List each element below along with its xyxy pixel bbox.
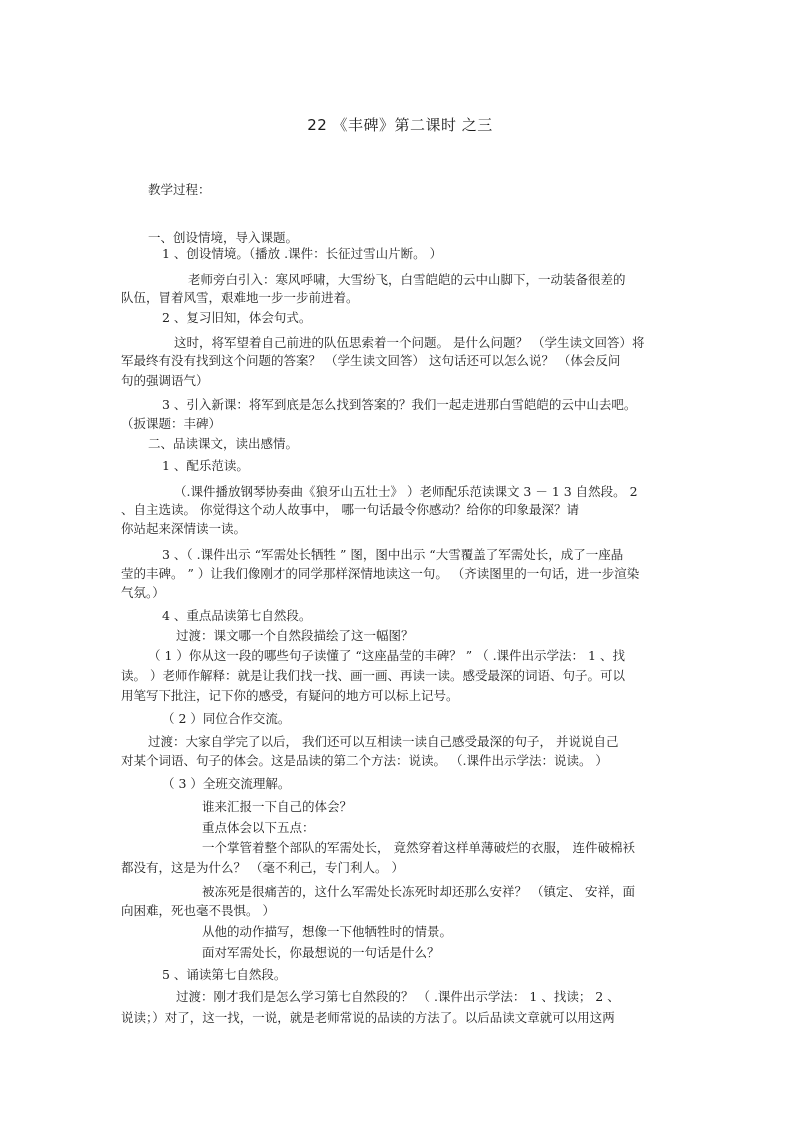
text-line: 谁来汇报一下自己的体会？ — [202, 799, 353, 814]
text-line: 过渡：课文哪一个自然段描绘了这一幅图？ — [176, 628, 414, 643]
text-line: 你站起来深情读一读。 — [121, 521, 247, 536]
text-line: 一个掌管着整个部队的军需处长， 竟然穿着这样单薄破烂的衣服， 连件破棉袄 — [202, 840, 635, 855]
text-line: 一、创设情境，导入课题。 — [148, 230, 299, 245]
text-line: 都没有，这是为什么？ （毫不利己，专门利人。 ） — [121, 860, 404, 875]
text-line: 、自主选读。 你觉得这个动人故事中， 哪一句话最令你感动？给你的印象最深？请 — [121, 502, 579, 517]
text-line: 军最终有没有找到这个问题的答案？ （学生读文回答） 这句话还可以怎么说？ （体会反问 — [121, 353, 621, 368]
text-line: 用笔写下批注，记下你的感受，有疑问的地方可以标上记号。 — [121, 688, 459, 703]
text-line: 过渡：刚才我们是怎么学习第七自然段的？ （ .课件出示学法： 1 、找读； 2 、 — [176, 989, 620, 1004]
text-line: 3 、（ .课件出示 “军需处长牺牲 ” 图，图中出示 “大雪覆盖了军需处长，成了一座晶 — [162, 547, 624, 562]
text-line: （ 3 ）全班交流理解。 — [162, 776, 291, 791]
text-line: 面对军需处长，你最想说的一句话是什么？ — [202, 945, 440, 960]
text-line: 句的强调语气） — [121, 373, 209, 388]
text-line: （扳课题：丰碑） — [121, 416, 222, 431]
text-line: 读。 ）老师作解释：就是让我们找一找、画一画、再读一读。感受最深的词语、句子。可以 — [121, 668, 625, 683]
text-line: 老师旁白引入：寒风呼啸，大雪纷飞，白雪皑皑的云中山脚下，一动装备很差的 — [188, 272, 626, 287]
document-title: 22 《丰碑》第二课时 之三 — [307, 116, 493, 134]
text-line: 队伍，冒着风雪，艰难地一步一步前进着。 — [121, 290, 359, 305]
text-line: （ 2 ）同位合作交流。 — [162, 711, 291, 726]
text-line: 过渡：大家自学完了以后， 我们还可以互相读一读自己感受最深的句子， 并说说自己 — [148, 734, 619, 749]
text-line: 莹的丰碑。 ” ）让我们像刚才的同学那样深情地读这一句。 （齐读图里的一句话，进一步渲染 — [121, 566, 640, 581]
text-line: 1 、创设情境。（播放 .课件：长征过雪山片断。 ） — [162, 246, 443, 261]
text-line: 这时，将军望着自己前进的队伍思索着一个问题。 是什么问题？ （学生读文回答）将 — [174, 335, 645, 350]
text-line: 向困难，死也毫不畏惧。 ） — [121, 903, 275, 918]
text-line: 2 、复习旧知，体会句式。 — [162, 310, 312, 325]
text-line: 二、品读课文，读出感情。 — [148, 436, 299, 451]
text-line: 被冻死是很痛苦的，这什么军需处长冻死时却还那么安祥？ （镇定、 安祥，面 — [202, 884, 635, 899]
text-line: 5 、诵读第七自然段。 — [162, 967, 287, 982]
text-line: 对某个词语、句子的体会。这是品读的第二个方法：说读。 （.课件出示学法：说读。 ） — [121, 753, 608, 768]
text-line: 教学过程： — [148, 182, 211, 197]
text-line: 4 、重点品读第七自然段。 — [162, 608, 312, 623]
text-line: （ 1 ）你从这一段的哪些句子读懂了 “这座晶莹的丰碑？ ” （ .课件出示学法： 1 、找 — [148, 648, 625, 663]
text-line: 说读；）对了，这一找，一说，就是老师常说的品读的方法了。以后品读文章就可以用这两 — [121, 1010, 615, 1025]
text-line: 气氛。） — [121, 585, 165, 600]
text-line: 重点体会以下五点： — [202, 820, 315, 835]
text-line: 从他的动作描写，想像一下他牺牲时的情景。 — [202, 924, 453, 939]
text-line: 3 、引入新课：将军到底是怎么找到答案的？我们一起走进那白雪皑皑的云中山去吧。 — [162, 397, 637, 412]
text-line: 1 、配乐范读。 — [162, 458, 249, 473]
text-line: （.课件播放钢琴协奏曲《狼牙山五壮士》 ）老师配乐范读课文 3 － 1 3 自然段。 2 — [174, 484, 638, 499]
